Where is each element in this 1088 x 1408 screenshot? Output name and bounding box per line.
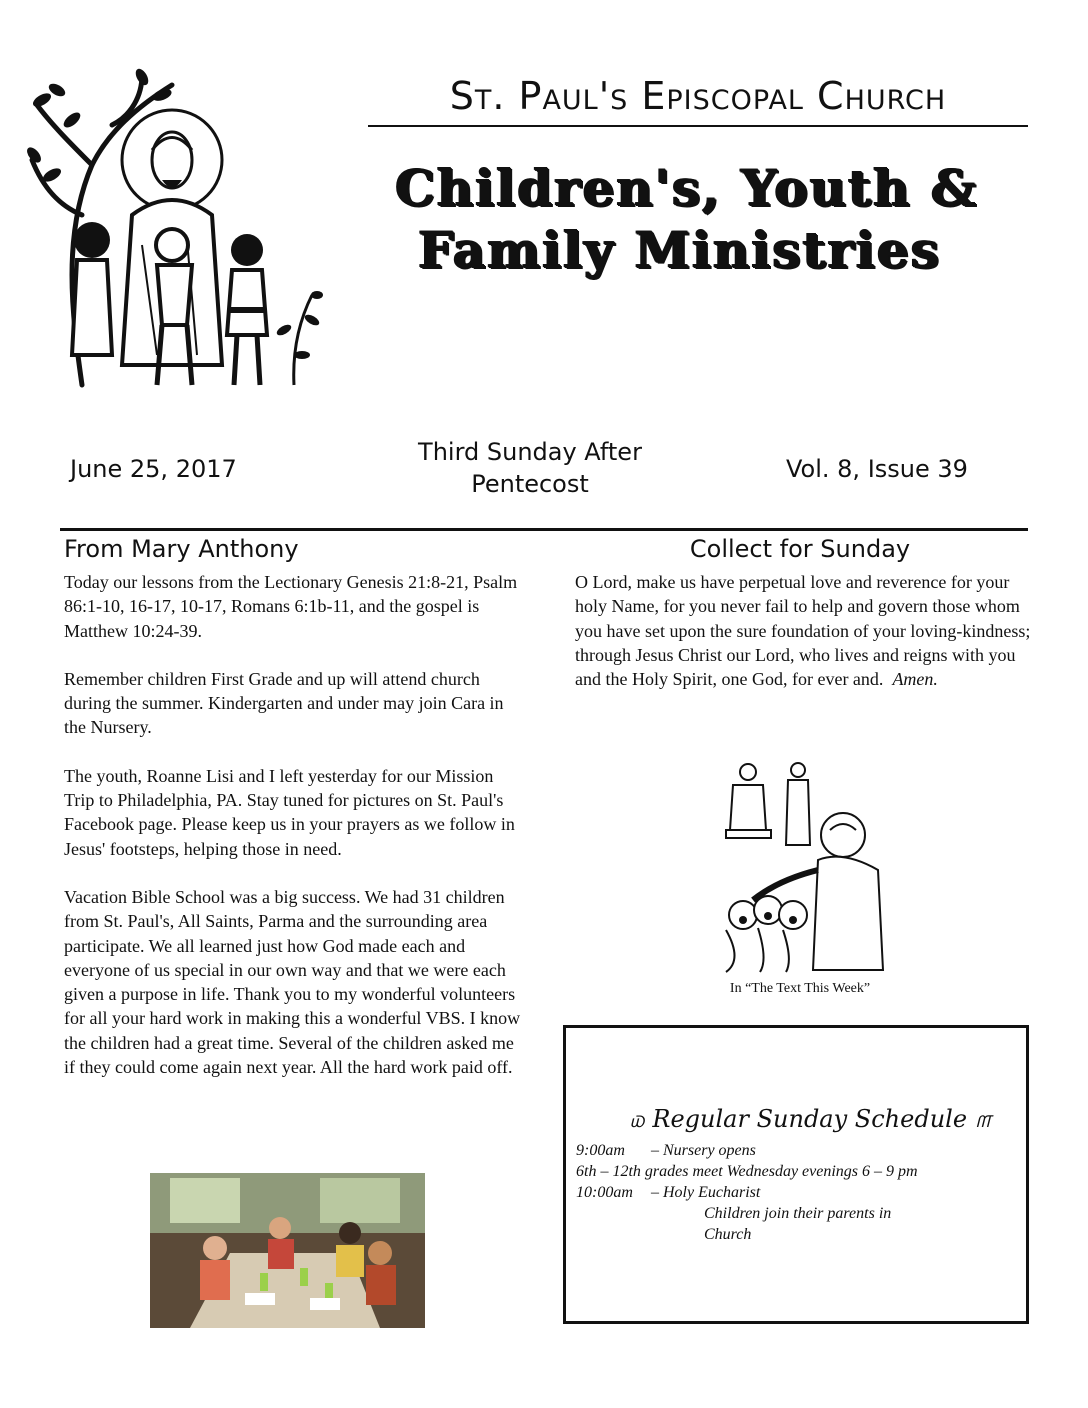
schedule-title-text: Regular Sunday Schedule: [652, 1105, 968, 1133]
schedule-event: – Nursery opens: [651, 1142, 756, 1159]
schedule-list: [576, 1140, 1016, 1245]
section-divider: [60, 528, 1028, 531]
schedule-title: [600, 1105, 1020, 1136]
collect-text: [575, 570, 1035, 691]
right-column-title: Collect for Sunday: [689, 535, 911, 563]
liturgical-occasion: [405, 436, 655, 500]
paragraph-lessons: Today our lessons from the Lectionary Genesis 21:8-21, Psalm 86:1-10, 16-17, 10-17, Romans 6:1b-11, and the gospel is Matthew 10:24-39.: [64, 572, 518, 641]
newsletter-title-line-1: Children's, Youth &: [395, 158, 978, 217]
volume-issue: Vol. 8, Issue 39: [786, 455, 968, 483]
collect-amen: Amen.: [892, 669, 938, 690]
schedule-event: 6th – 12th grades meet Wednesday evenings 6 – 9 pm: [576, 1163, 918, 1180]
ornament-right-icon: ௱: [974, 1105, 991, 1133]
header-divider: [368, 125, 1028, 127]
newsletter-title-line-2: Family Ministries: [418, 220, 941, 279]
collect-body: O Lord, make us have perpetual love and reverence for your holy Name, for you never fail to help and govern those whom you have set upon the sure foundation of your loving-kindness; through Jesus Christ our Lord, who lives and reigns with you and the Holy Spirit, one God, for ever and.: [575, 572, 1031, 690]
schedule-note-line-2: Church: [704, 1226, 752, 1243]
left-column-title: From Mary Anthony: [64, 535, 299, 563]
vbs-children-photo: [150, 1173, 425, 1328]
schedule-row: [576, 1140, 1016, 1161]
jesus-with-children-illustration: [22, 65, 327, 395]
left-column-body: [64, 570, 524, 1103]
schedule-event: – Holy Eucharist: [651, 1184, 761, 1201]
paragraph-mission-trip: The youth, Roanne Lisi and I left yesterday for our Mission Trip to Philadelphia, PA. Stay tuned for pictures on St. Paul's Facebook page. Please keep us in your prayers as we follow in Jesus' footsteps, helping those in need.: [64, 765, 515, 859]
occasion-line-2: Pentecost: [471, 470, 589, 498]
schedule-row: [576, 1182, 1016, 1203]
ornament-left-icon: ௰: [629, 1105, 645, 1133]
issue-date: June 25, 2017: [70, 455, 237, 483]
collect-paragraph: [575, 570, 1035, 691]
schedule-time: 10:00am: [576, 1184, 633, 1201]
jesus-teaching-illustration: [718, 760, 890, 975]
paragraph-vbs: Vacation Bible School was a big success. We had 31 children from St. Paul's, All Saints, Parma and the surrounding area participate. We all learned just how God made each and everyone of us special in our own way and that we were each given a purpose in life. Thank you to my wonderful volunteers for all your hard work in making this a wonderful VBS. I know the children had a great time. Several of the children asked me if they could come again next year. All the hard work paid off.: [64, 886, 521, 1078]
church-name: St. Paul's Episcopal Church: [449, 74, 947, 118]
paragraph-summer-church: Remember children First Grade and up will attend church during the summer. Kindergarten and under may join Cara in the Nursery.: [64, 668, 504, 738]
occasion-line-1: Third Sunday After: [418, 438, 642, 466]
illustration-caption: In “The Text This Week”: [729, 981, 871, 996]
schedule-time: 9:00am: [576, 1142, 625, 1159]
schedule-note-line-1: Children join their parents in: [704, 1205, 892, 1222]
schedule-row: [576, 1161, 1016, 1182]
